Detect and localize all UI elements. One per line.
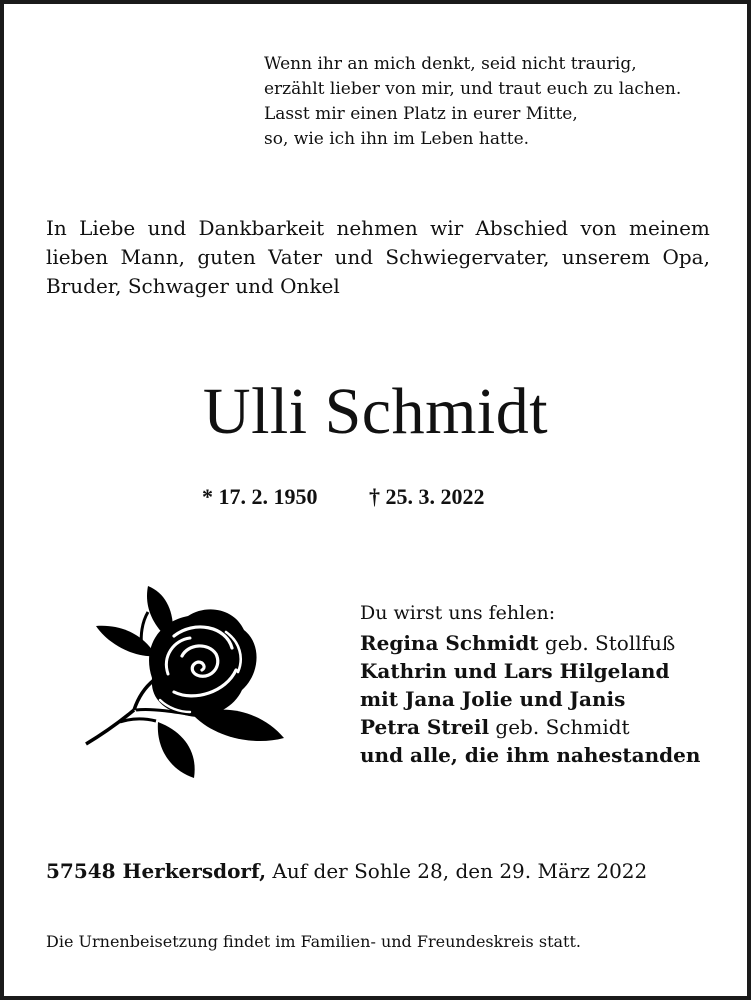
intro-line-1	[46, 214, 710, 243]
poem-line: Wenn ihr an mich denkt, seid nicht traurig,	[264, 54, 637, 74]
address-rest: Auf der Sohle 28, den 29. März 2022	[266, 859, 648, 883]
intro-word: unserem	[561, 245, 651, 269]
poem-line: erzählt lieber von mir, und traut euch zu lachen.	[264, 79, 682, 99]
rose-icon	[76, 582, 288, 778]
family-member	[360, 741, 740, 769]
burial-notice: Die Urnenbeisetzung findet im Familien- und Freundeskreis statt.	[46, 932, 581, 951]
member-name: und alle, die ihm nahestanden	[360, 743, 701, 767]
deceased-name: Ulli Schmidt	[202, 375, 549, 448]
death-date: † 25. 3. 2022	[369, 484, 485, 509]
intro-word: Vater	[268, 245, 323, 269]
intro-word: Liebe	[79, 216, 136, 240]
family-list	[360, 599, 740, 769]
family-member	[360, 657, 740, 685]
intro-text	[46, 214, 710, 301]
member-note: geb. Stollfuß	[538, 631, 676, 655]
poem-line: Lasst mir einen Platz in eurer Mitte,	[264, 104, 578, 124]
member-name: mit Jana Jolie und Janis	[360, 687, 626, 711]
poem-line: so, wie ich ihn im Leben hatte.	[264, 129, 530, 149]
family-member	[360, 713, 740, 741]
intro-word: guten	[197, 245, 256, 269]
intro-word: von	[580, 216, 617, 240]
intro-word: Abschied	[475, 216, 569, 240]
intro-word: Opa,	[662, 245, 710, 269]
intro-line-2	[46, 243, 710, 272]
intro-word: Dankbarkeit	[198, 216, 325, 240]
intro-word: meinem	[629, 216, 710, 240]
family-member	[360, 685, 740, 713]
intro-word: Mann,	[120, 245, 186, 269]
member-note: geb. Schmidt	[489, 715, 630, 739]
address-line	[46, 857, 726, 885]
intro-word: lieben	[46, 245, 109, 269]
intro-word: wir	[430, 216, 464, 240]
birth-date: * 17. 2. 1950	[202, 484, 318, 509]
poem	[264, 52, 724, 152]
family-member	[360, 629, 740, 657]
intro-word: nehmen	[336, 216, 418, 240]
family-lead: Du wirst uns fehlen:	[360, 602, 556, 624]
address-place: 57548 Herkersdorf,	[46, 859, 267, 883]
member-name: Kathrin und Lars Hilgeland	[360, 659, 670, 683]
member-name: Petra Streil	[360, 715, 490, 739]
intro-word: und	[334, 245, 374, 269]
life-dates	[202, 484, 485, 510]
member-name: Regina Schmidt	[360, 631, 539, 655]
intro-word: In	[46, 216, 67, 240]
intro-line-3: Bruder, Schwager und Onkel	[46, 274, 340, 298]
intro-word: und	[147, 216, 187, 240]
intro-word: Schwiegervater,	[385, 245, 550, 269]
